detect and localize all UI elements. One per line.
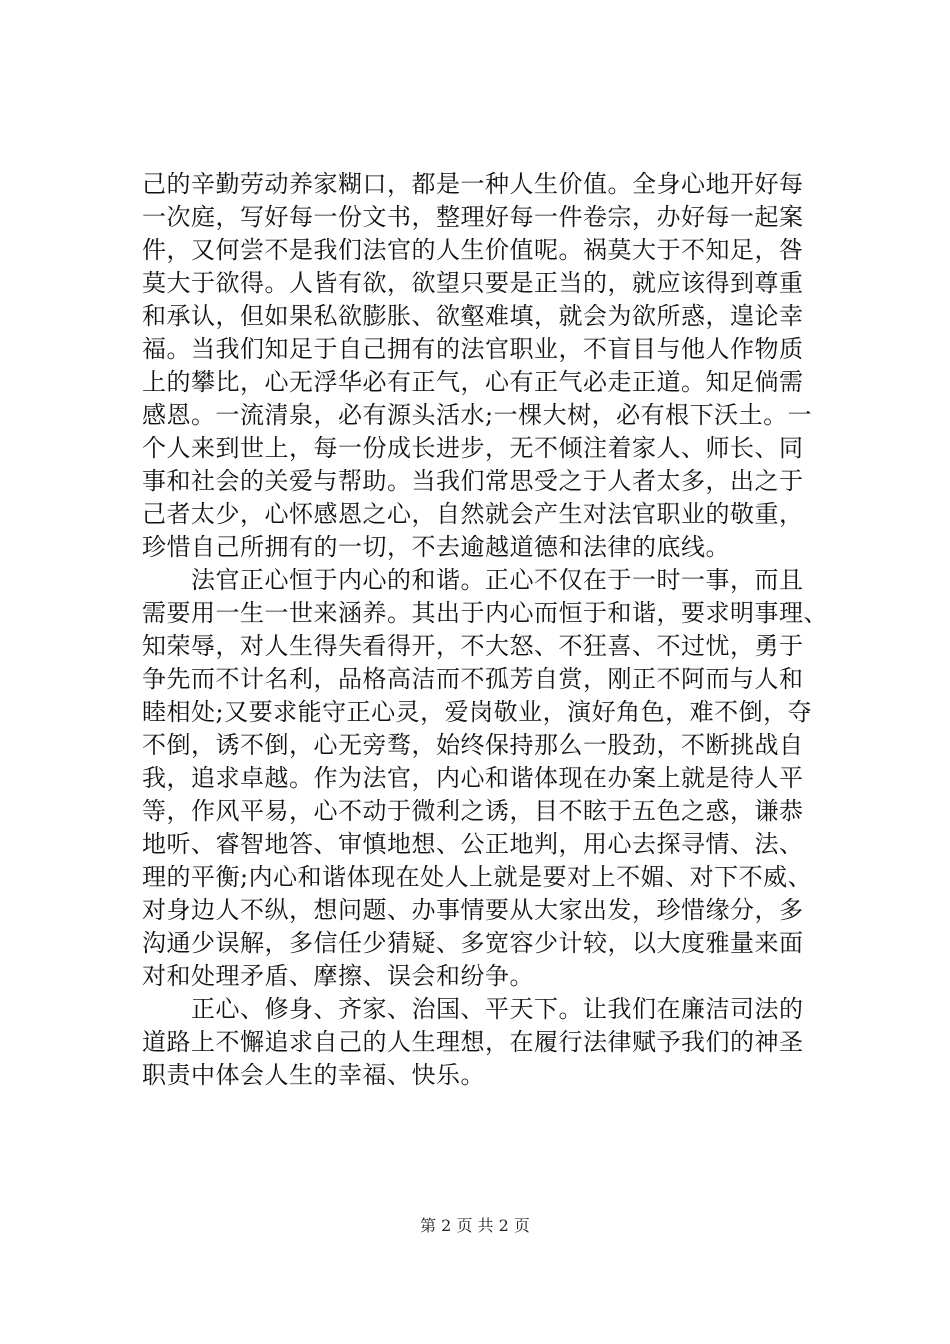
text-line: 争先而不计名利，品格高洁而不孤芳自赏，刚正不阿而与人和 bbox=[142, 665, 804, 693]
text-line: 道路上不懈追求自己的人生理想，在履行法律赋予我们的神圣 bbox=[142, 1028, 804, 1056]
text-line: 己者太少，心怀感恩之心，自然就会产生对法官职业的敬重， bbox=[142, 500, 804, 528]
text-line: 上的攀比，心无浮华必有正气，心有正气必走正道。知足倘需 bbox=[142, 368, 804, 396]
text-line: 地听、睿智地答、审慎地想、公正地判，用心去探寻情、法、 bbox=[142, 830, 804, 858]
text-line: 和承认，但如果私欲膨胀、欲壑难填，就会为欲所惑，遑论幸 bbox=[142, 302, 804, 330]
text-line: 知荣辱，对人生得失看得开，不大怒、不狂喜、不过忧，勇于 bbox=[142, 632, 804, 660]
text-line: 法官正心恒于内心的和谐。正心不仅在于一时一事，而且 bbox=[142, 566, 804, 594]
text-line: 一次庭，写好每一份文书，整理好每一件卷宗，办好每一起案 bbox=[142, 203, 804, 231]
text-line: 感恩。一流清泉，必有源头活水;一棵大树，必有根下沃土。一 bbox=[142, 401, 813, 429]
text-line: 福。当我们知足于自己拥有的法官职业，不盲目与他人作物质 bbox=[142, 335, 804, 363]
text-line: 件，又何尝不是我们法官的人生价值呢。祸莫大于不知足，咎 bbox=[142, 236, 804, 264]
text-line: 对身边人不纵，想问题、办事情要从大家出发，珍惜缘分，多 bbox=[142, 896, 804, 924]
text-line: 需要用一生一世来涵养。其出于内心而恒于和谐，要求明事理、 bbox=[142, 599, 828, 627]
text-line: 对和处理矛盾、摩擦、误会和纷争。 bbox=[142, 962, 534, 990]
text-line: 莫大于欲得。人皆有欲，欲望只要是正当的，就应该得到尊重 bbox=[142, 269, 804, 297]
text-line: 珍惜自己所拥有的一切，不去逾越道德和法律的底线。 bbox=[142, 533, 730, 561]
text-line: 我，追求卓越。作为法官，内心和谐体现在办案上就是待人平 bbox=[142, 764, 804, 792]
text-line: 职责中体会人生的幸福、快乐。 bbox=[142, 1061, 485, 1089]
text-line: 理的平衡;内心和谐体现在处人上就是要对上不媚、对下不威、 bbox=[142, 863, 813, 891]
text-line: 事和社会的关爱与帮助。当我们常思受之于人者太多，出之于 bbox=[142, 467, 804, 495]
text-line: 不倒，诱不倒，心无旁骛，始终保持那么一股劲，不断挑战自 bbox=[142, 731, 804, 759]
text-line: 己的辛勤劳动养家糊口，都是一种人生价值。全身心地开好每 bbox=[142, 170, 804, 198]
document-body bbox=[142, 168, 832, 1092]
text-line: 睦相处;又要求能守正心灵，爱岗敬业，演好角色，难不倒，夺 bbox=[142, 698, 813, 726]
text-line: 个人来到世上，每一份成长进步，无不倾注着家人、师长、同 bbox=[142, 434, 804, 462]
page-number-footer: 第 2 页 共 2 页 bbox=[420, 1216, 530, 1235]
text-line: 沟通少误解，多信任少猜疑、多宽容少计较，以大度雅量来面 bbox=[142, 929, 804, 957]
text-line: 等，作风平易，心不动于微利之诱，目不眩于五色之惑，谦恭 bbox=[142, 797, 804, 825]
text-line: 正心、修身、齐家、治国、平天下。让我们在廉洁司法的 bbox=[142, 995, 804, 1023]
